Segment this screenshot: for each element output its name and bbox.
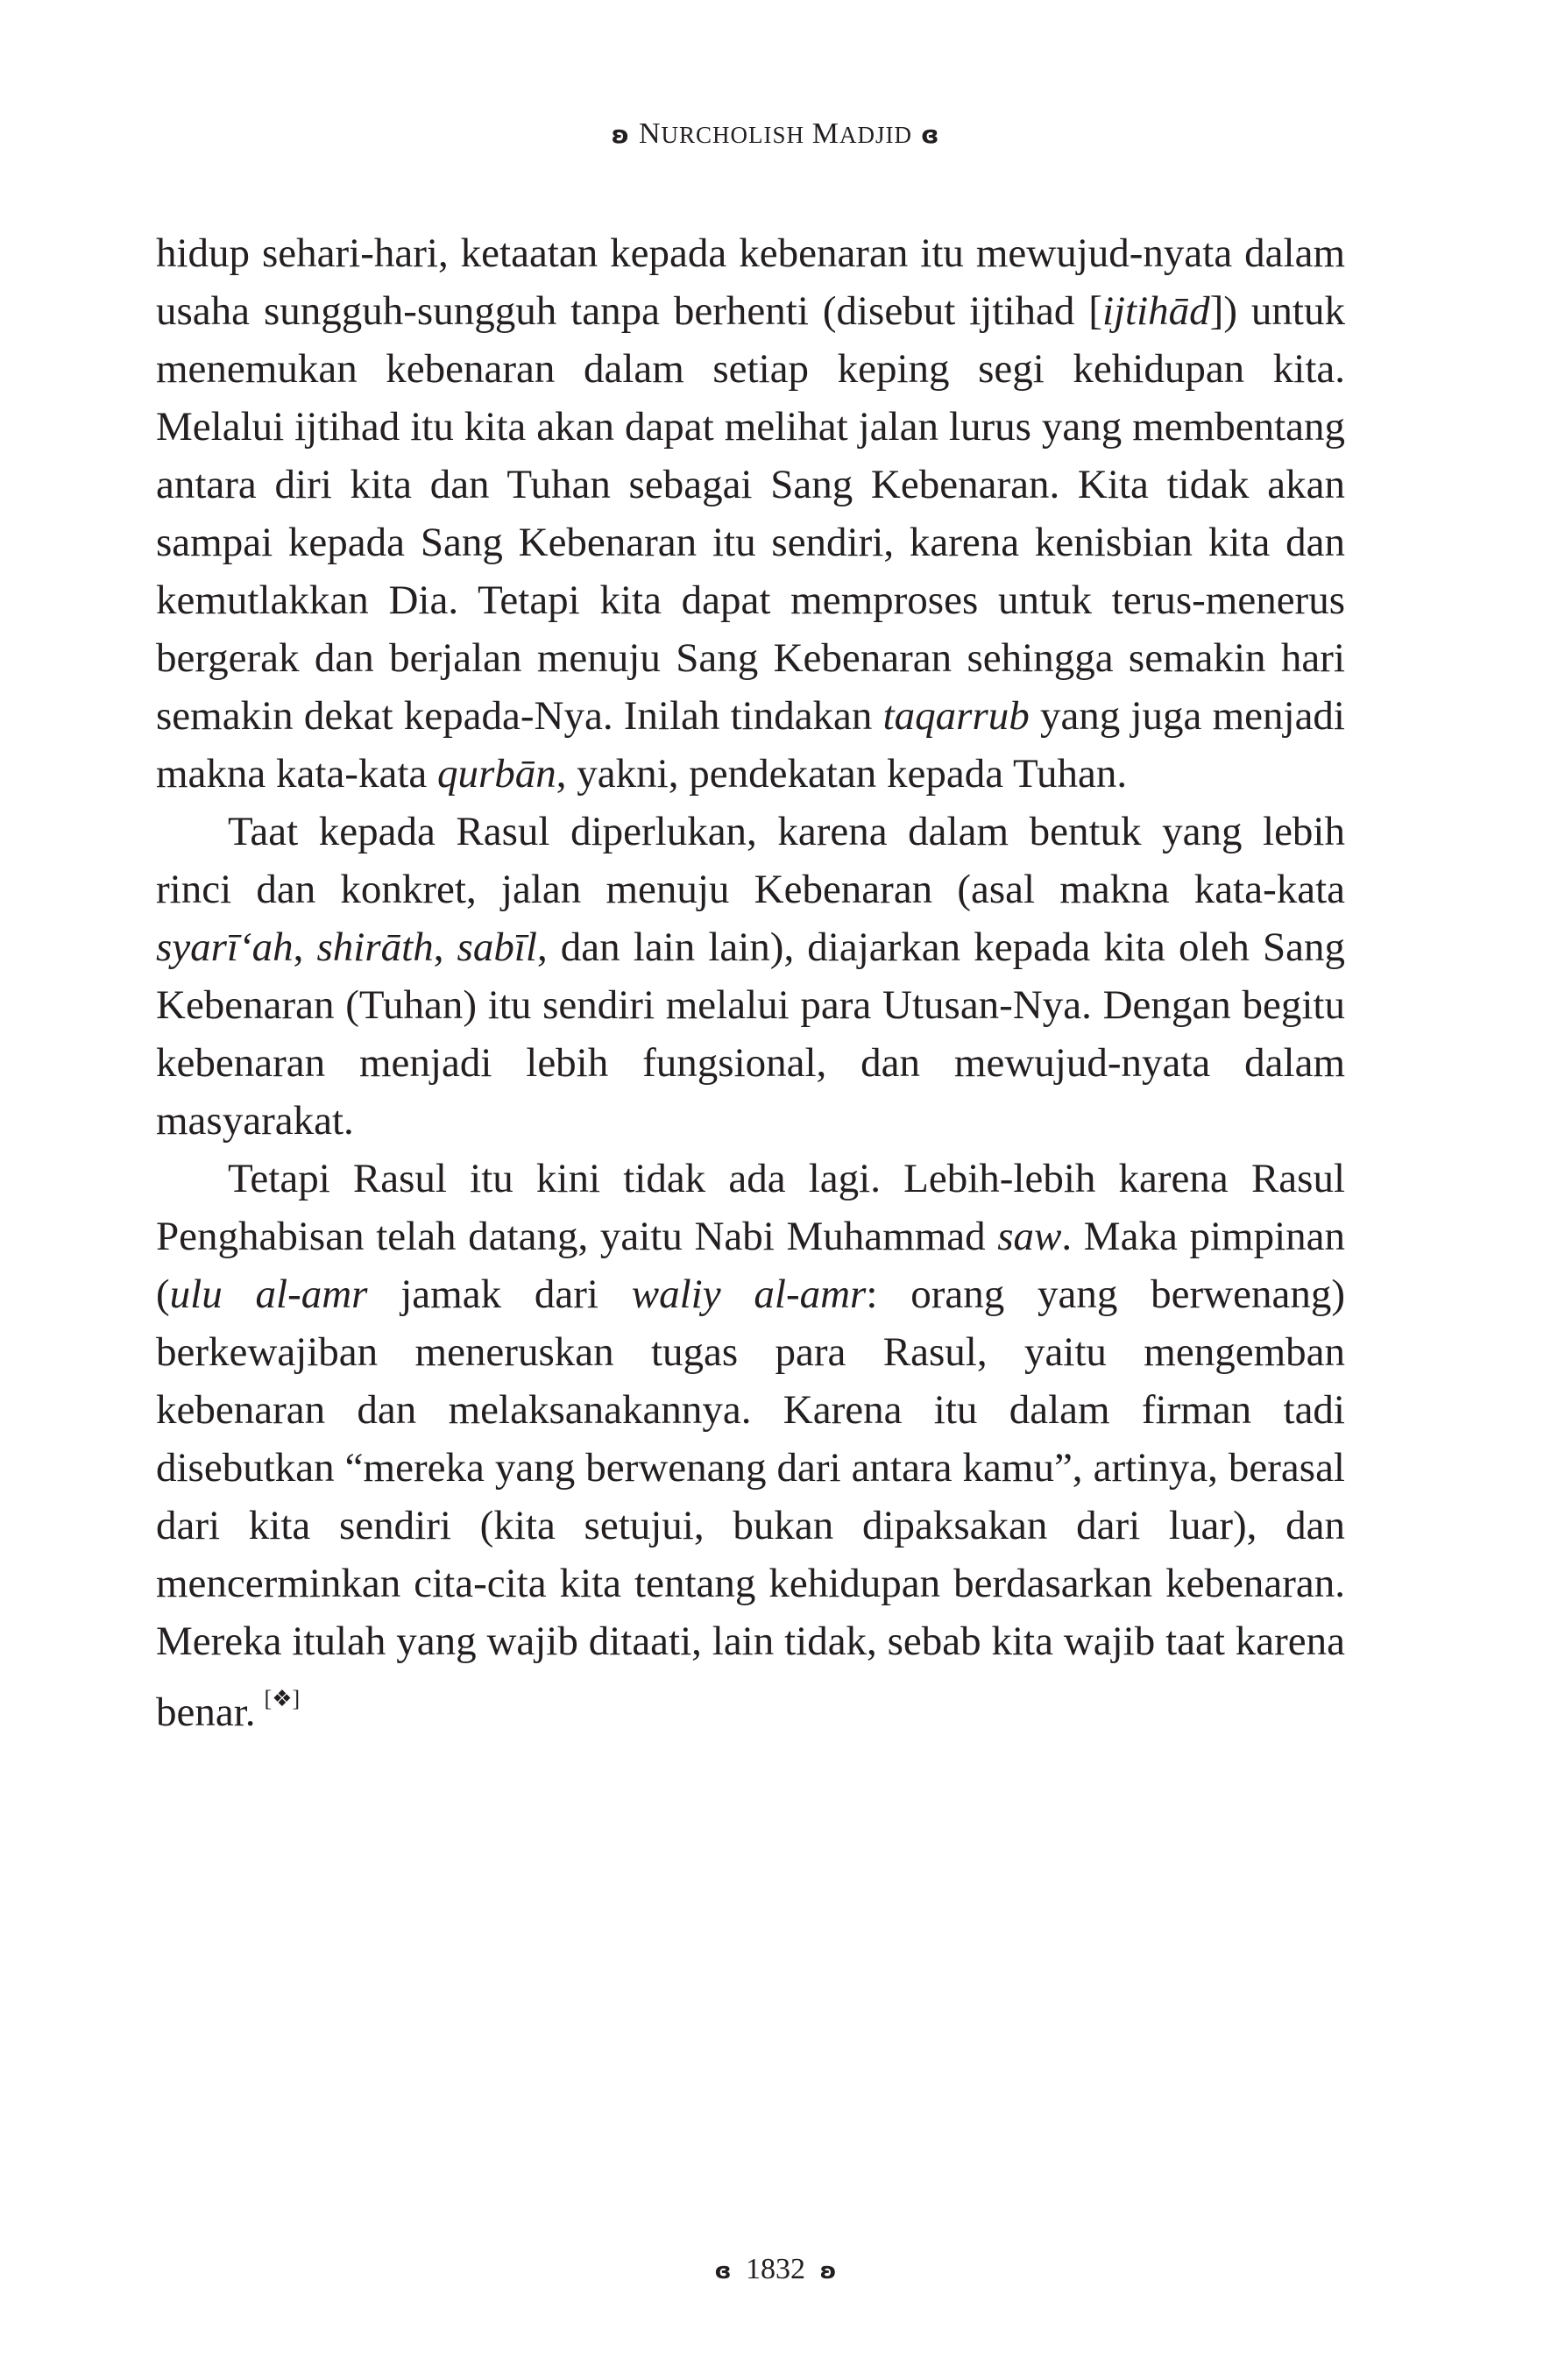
author-initial-first: N bbox=[638, 117, 662, 150]
page-number: 1832 bbox=[746, 2253, 805, 2285]
text-segment: yang juga menjadi makna kata-kata bbox=[156, 693, 1345, 797]
text-segment: , yakni, pendekatan kepada Tuhan. bbox=[556, 751, 1128, 797]
text-segment: ]) untuk menemukan kebenaran dalam setiap keping segi kehidupan kita. Melalui ijtihad itu kita akan dapat melihat jalan lurus yang membentang antara diri kita dan Tuhan sebagai Sang Kebenaran. Kita tidak akan sampai kepada Sang Kebenaran itu sendiri, karena kenisbian kita dan kemutlakkan Dia. Tetapi kita dapat memproses untuk terus-menerus bergerak dan berjalan menuju Sang Kebenaran sehingga semakin hari semakin dekat kepada-Nya. Inilah tindakan bbox=[156, 288, 1345, 739]
italic-term: waliy al-amr bbox=[631, 1271, 867, 1317]
paragraph bbox=[156, 803, 1345, 1150]
italic-term: ijtihād bbox=[1101, 288, 1210, 334]
italic-term: saw bbox=[997, 1214, 1062, 1259]
footer-ornament-left-icon: ɞ bbox=[714, 2258, 732, 2284]
text-segment: , bbox=[433, 924, 457, 970]
text-segment: , dan lain lain), diajarkan kepada kita oleh Sang Kebenaran (Tuhan) itu sendiri melalui para Utusan-Nya. Dengan begitu kebenaran menjadi lebih fungsional, dan mewujud-nyata dalam masyarakat. bbox=[156, 924, 1346, 1144]
author-initial-last: M bbox=[811, 117, 840, 150]
ornament-left-icon: ʚ bbox=[611, 120, 630, 149]
end-mark-icon: [❖] bbox=[264, 1686, 301, 1711]
paragraph bbox=[156, 1150, 1345, 1741]
body-text bbox=[156, 224, 1345, 1741]
italic-term: shirāth bbox=[316, 924, 434, 970]
running-head bbox=[0, 117, 1551, 152]
italic-term: sabīl bbox=[457, 924, 537, 970]
footer-ornament-right-icon: ʚ bbox=[819, 2258, 837, 2284]
italic-term: taqarrub bbox=[882, 693, 1030, 739]
text-segment: , bbox=[293, 924, 317, 970]
author-name-last: ADJID bbox=[839, 122, 913, 148]
paragraph bbox=[156, 224, 1345, 803]
author-name-first: URCHOLISH bbox=[661, 122, 805, 148]
italic-term: qurbān bbox=[437, 751, 556, 797]
page-footer bbox=[0, 2252, 1551, 2289]
italic-term: ulu al-amr bbox=[169, 1271, 368, 1317]
italic-term: syarī‘ah bbox=[156, 924, 294, 970]
text-segment: jamak dari bbox=[367, 1271, 632, 1317]
ornament-right-icon: ɞ bbox=[921, 120, 940, 149]
text-segment: Taat kepada Rasul diperlukan, karena dalam bentuk yang lebih rinci dan konkret, jalan menuju Kebenaran (asal makna kata-kata bbox=[156, 809, 1345, 912]
text-segment: hidup sehari-hari, ketaatan kepada kebenaran itu mewujud-nyata dalam usaha sungguh-sungguh tanpa berhenti (disebut ijtihad [ bbox=[156, 230, 1345, 334]
text-segment: . Maka pimpinan ( bbox=[156, 1214, 1345, 1317]
text-segment: : orang yang berwenang) berkewajiban meneruskan tugas para Rasul, yaitu mengemban kebenaran dan melaksanakannya. Karena itu dalam firman tadi disebutkan “mereka yang berwenang dari antara kamu”, artinya, berasal dari kita sendiri (kita setujui, bukan dipaksakan dari luar), dan mencerminkan cita-cita kita tentang kehidupan berdasarkan kebenaran. Mereka itulah yang wajib ditaati, lain tidak, sebab kita wajib taat karena benar. bbox=[156, 1271, 1345, 1735]
text-segment: Tetapi Rasul itu kini tidak ada lagi. Lebih-lebih karena Rasul Penghabisan telah datang, yaitu Nabi Muhammad bbox=[156, 1156, 1345, 1259]
